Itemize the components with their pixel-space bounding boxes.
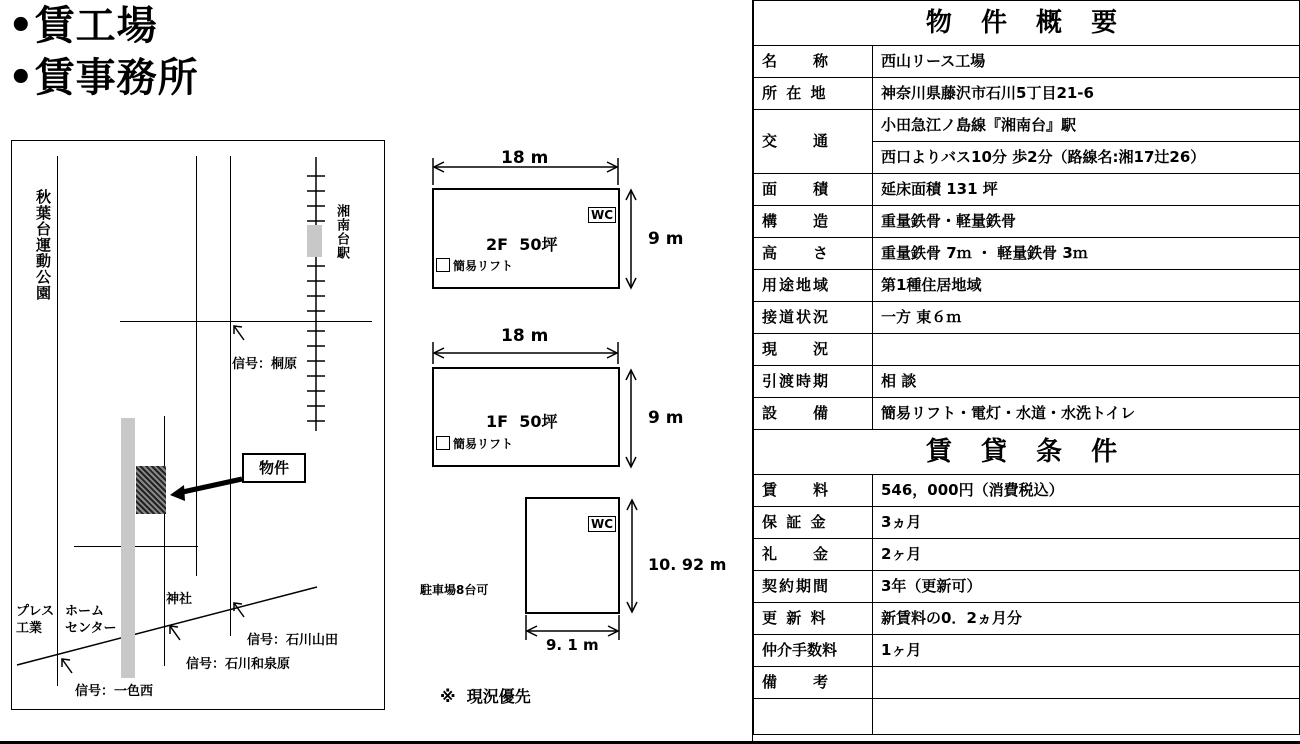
table-row — [754, 206, 1300, 238]
row-key: 引渡時期 — [754, 366, 873, 398]
plan-2f-width: 18 m — [501, 148, 549, 168]
station-marker — [307, 225, 322, 257]
row-value — [873, 667, 1300, 699]
parking-depth: 10. 92 m — [648, 555, 727, 574]
row-value: 重量鉄骨・軽量鉄骨 — [873, 206, 1300, 238]
table-row — [754, 366, 1300, 398]
plan-1f-label: 1F 50坪 — [486, 412, 558, 431]
shrine-label: 神社 — [166, 592, 193, 607]
station-label: 湘南台駅 — [334, 204, 349, 260]
row-value: 相 談 — [873, 366, 1300, 398]
plan-2f-depth: 9 m — [648, 229, 684, 249]
row-value: 神奈川県藤沢市石川5丁目21-6 — [873, 78, 1300, 110]
parking-area — [525, 497, 620, 614]
table-row — [754, 603, 1300, 635]
table-row — [754, 238, 1300, 270]
row-key: 名 称 — [754, 46, 873, 78]
plan-2f-wc: WC — [588, 207, 616, 223]
parking-width: 9. 1 m — [546, 636, 599, 654]
table-row — [754, 571, 1300, 603]
plan-2f-room — [432, 188, 620, 289]
row-value: 新賃料の0．2ヵ月分 — [873, 603, 1300, 635]
property-label: 物件 — [242, 453, 306, 483]
current-condition-note: ※ 現況優先 — [440, 687, 531, 706]
row-value — [873, 334, 1300, 366]
row-key: 高 さ — [754, 238, 873, 270]
row-value: 延床面積 131 坪 — [873, 174, 1300, 206]
table-row — [754, 302, 1300, 334]
table-row — [754, 539, 1300, 571]
row-key: 接道状況 — [754, 302, 873, 334]
row-value: 重量鉄骨 7ｍ ・ 軽量鉄骨 3ｍ — [873, 238, 1300, 270]
row-value: 3年（更新可） — [873, 571, 1300, 603]
row-value: 一方 東６ｍ — [873, 302, 1300, 334]
signal-isshiki-nishi: 信号：一色西 — [75, 684, 154, 699]
row-key: 所 在 地 — [754, 78, 873, 110]
park-label: 秋葉台運動公園 — [34, 189, 52, 301]
row-key: 設 備 — [754, 398, 873, 430]
row-key: 備 考 — [754, 667, 873, 699]
parking-label: 駐車場8台可 — [420, 583, 489, 597]
property-location — [136, 466, 166, 514]
plan-1f-width: 18 m — [501, 326, 549, 346]
row-key: 賃 料 — [754, 475, 873, 507]
row-value: 西山リース工場 — [873, 46, 1300, 78]
table-row — [754, 78, 1300, 110]
parking-wc: WC — [588, 516, 616, 532]
heading-rental-factory: •賃工場 — [8, 3, 158, 49]
table-row — [754, 46, 1300, 78]
plan-1f-room — [432, 367, 620, 467]
row-value: 簡易リフト・電灯・水道・水洗トイレ — [873, 398, 1300, 430]
row-value: 2ヶ月 — [873, 539, 1300, 571]
press-factory-label: プレス 工業 — [16, 604, 55, 636]
table-row — [754, 270, 1300, 302]
row-key: 面 積 — [754, 174, 873, 206]
plan-2f-lift: 簡易リフト — [436, 257, 513, 274]
property-info-table — [752, 0, 1300, 744]
table-row — [754, 635, 1300, 667]
plan-2f-label: 2F 50坪 — [486, 235, 558, 254]
row-key: 更 新 料 — [754, 603, 873, 635]
map-main-street — [121, 418, 135, 678]
row-key: 構 造 — [754, 206, 873, 238]
row-value: 第1種住居地域 — [873, 270, 1300, 302]
summary-title: 物 件 概 要 — [754, 1, 1300, 46]
signal-kirihara: 信号：桐原 — [232, 357, 298, 372]
row-key: 契約期間 — [754, 571, 873, 603]
row-key: 用途地域 — [754, 270, 873, 302]
row-value: 小田急江ノ島線『湘南台』駅 — [873, 110, 1300, 142]
row-value: 546，000円（消費税込） — [873, 475, 1300, 507]
home-center-label: ホーム センター — [65, 604, 117, 636]
signal-ishikawa-izumihara: 信号：石川和泉原 — [186, 657, 291, 672]
plan-1f-lift: 簡易リフト — [436, 435, 513, 452]
row-key: 礼 金 — [754, 539, 873, 571]
row-key: 交 通 — [754, 110, 873, 174]
heading-rental-office: •賃事務所 — [8, 55, 199, 101]
row-key: 保 証 金 — [754, 507, 873, 539]
table-row — [754, 507, 1300, 539]
table-row — [754, 110, 1300, 142]
table-row — [754, 398, 1300, 430]
table-row — [754, 174, 1300, 206]
row-key: 現 況 — [754, 334, 873, 366]
row-value: 3ヵ月 — [873, 507, 1300, 539]
blank-cell — [754, 699, 873, 735]
blank-cell — [873, 699, 1300, 735]
row-value-2: 西口よりバス10分 歩2分（路線名:湘17辻26） — [873, 142, 1300, 174]
table-row — [754, 475, 1300, 507]
row-value: 1ヶ月 — [873, 635, 1300, 667]
table-row — [754, 334, 1300, 366]
location-map — [11, 140, 385, 710]
signal-ishikawa-yamada: 信号：石川山田 — [247, 633, 339, 648]
plan-1f-depth: 9 m — [648, 408, 684, 428]
lease-title: 賃 貸 条 件 — [754, 430, 1300, 475]
table-row — [754, 667, 1300, 699]
row-key: 仲介手数料 — [754, 635, 873, 667]
